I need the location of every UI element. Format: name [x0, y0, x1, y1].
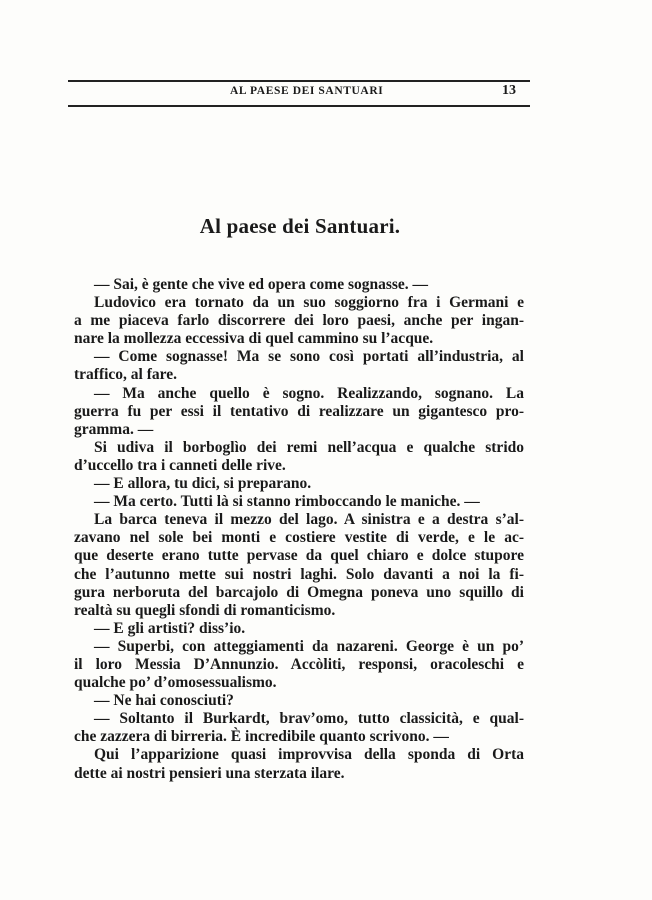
- text-line: Si udiva il borboglìo dei remi nell’acqua e qualche strido: [94, 438, 524, 456]
- text-line: d’uccello tra i canneti delle rive.: [74, 456, 286, 474]
- text-line: realtà su quegli sfondi di romanticismo.: [74, 601, 336, 619]
- text-line: — Ne hai conosciuti?: [94, 692, 234, 710]
- page-number: 13: [502, 83, 516, 98]
- text-line: gura nerboruta del barcajolo di Omegna poneva uno squillo di: [74, 583, 524, 601]
- text-line: guerra fu per essi il tentativo di realizzare un gigantesco pro-: [74, 402, 524, 420]
- text-line: zavano nel sole bei monti e costiere vestite di verde, e le ac-: [74, 529, 524, 547]
- chapter-title: Al paese dei Santuari.: [199, 214, 401, 238]
- text-line: traffico, al fare.: [74, 366, 177, 384]
- text-line: che zazzera di birreria. È incredibile quanto scrivono. —: [74, 728, 449, 746]
- text-line: Qui l’apparizione quasi improvvisa della sponda di Orta: [94, 746, 524, 764]
- text-line: — Sai, è gente che vive ed opera come sognasse. —: [94, 276, 429, 293]
- text-line: La barca teneva il mezzo del lago. A sinistra e a destra s’al-: [94, 511, 524, 529]
- text-line: — Superbi, con atteggiamenti da nazareni. George è un po’: [94, 637, 524, 655]
- text-line: qualche po’ d’omosessualismo.: [74, 674, 277, 692]
- text-line: — Come sognasse! Ma se sono così portati all’industria, al: [94, 348, 524, 366]
- text-line: — Ma anche quello è sogno. Realizzando, sognano. La: [94, 384, 524, 402]
- text-line: a me piaceva farlo discorrere dei loro paesi, anche per ingan-: [74, 312, 524, 330]
- header-rule-top: [68, 80, 530, 82]
- text-line: gramma. —: [74, 420, 154, 438]
- header-rule-bottom: [68, 105, 530, 107]
- running-header: AL PAESE DEI SANTUARI: [230, 85, 384, 97]
- text-line: nare la mollezza eccessiva di quel cammino su l’acque.: [74, 330, 434, 348]
- text-line: dette ai nostri pensieri una sterzata ilare.: [74, 764, 345, 782]
- text-line: il loro Messia D’Annunzio. Accòliti, responsi, oracoleschi e: [74, 655, 524, 673]
- text-line: — E gli artisti? diss’io.: [94, 619, 246, 637]
- text-line: que deserte erano tutte pervase da quel chiaro e dolce stupore: [74, 547, 524, 565]
- text-line: — E allora, tu dici, si preparano.: [94, 475, 312, 493]
- text-line: che l’autunno mette sui nostri laghi. Solo davanti a noi la fi-: [74, 565, 524, 583]
- text-line: Ludovico era tornato da un suo soggiorno fra i Germani e: [94, 294, 524, 312]
- text-line: — Soltanto il Burkardt, brav’omo, tutto classicità, e qual-: [94, 710, 524, 728]
- body-text: [74, 276, 524, 783]
- text-line: — Ma certo. Tutti là si stanno rimboccando le maniche. —: [94, 493, 480, 511]
